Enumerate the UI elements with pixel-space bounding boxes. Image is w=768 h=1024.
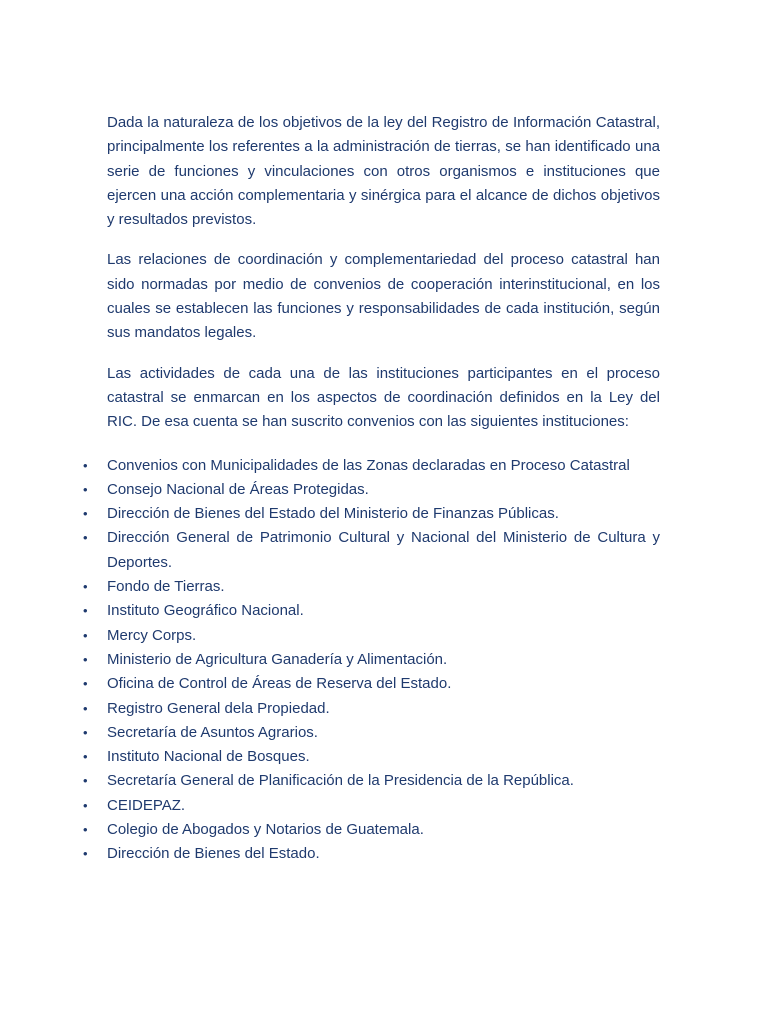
bullet-icon: • (83, 846, 88, 862)
list-item (83, 526, 660, 575)
bullet-icon: • (83, 506, 88, 522)
list-item (83, 502, 660, 526)
list-item-text: Secretaría General de Planificación de la Presidencia de la República. (107, 772, 574, 790)
bullet-icon: • (83, 579, 88, 595)
list-item (83, 575, 660, 599)
list-item (83, 818, 660, 842)
list-item-text: Registro General dela Propiedad. (107, 699, 330, 717)
list-item-text: CEIDEPAZ. (107, 796, 186, 814)
list-item (83, 599, 660, 623)
bullet-icon: • (83, 700, 88, 716)
list-item (83, 842, 660, 866)
bullet-icon: • (83, 724, 88, 740)
bullet-icon: • (83, 773, 88, 789)
list-item (83, 478, 660, 502)
list-item-text: Consejo Nacional de Áreas Protegidas. (107, 480, 369, 498)
list-item-text: Dirección de Bienes del Estado. (107, 845, 320, 863)
list-item-text: Secretaría de Asuntos Agrarios. (107, 723, 318, 741)
list-item (83, 769, 660, 793)
bullet-icon: • (83, 627, 88, 643)
document-page (83, 111, 660, 867)
list-item-text: Oficina de Control de Áreas de Reserva del Estado. (107, 675, 452, 693)
bullet-icon: • (83, 651, 88, 667)
list-item-text: Ministerio de Agricultura Ganadería y Alimentación. (107, 650, 448, 668)
bullet-icon: • (83, 676, 88, 692)
paragraph-coordination: Las relaciones de coordinación y complementariedad del proceso catastral han sido normadas por medio de convenios de cooperación interinstitucional, en los cuales se establecen las funciones y responsabilidades de cada institución, según sus mandatos legales. (107, 251, 660, 342)
list-item (83, 697, 660, 721)
bullet-icon: • (83, 822, 88, 838)
bullet-icon: • (83, 749, 88, 765)
bullet-icon: • (83, 457, 88, 473)
list-item (83, 721, 660, 745)
list-item-text: Dirección General de Patrimonio Cultural y Nacional del Ministerio de Cultura y Deportes. (107, 529, 660, 571)
list-item-text: Fondo de Tierras. (107, 578, 225, 596)
bullet-icon: • (83, 481, 88, 497)
list-item-text: Convenios con Municipalidades de las Zonas declaradas en Proceso Catastral (107, 456, 630, 474)
list-item (83, 672, 660, 696)
list-item (83, 794, 660, 818)
list-item (83, 648, 660, 672)
paragraph-objectives: Dada la naturaleza de los objetivos de la ley del Registro de Información Catastral, principalmente los referentes a la administración de tierras, se han identificado una serie de funciones y vinculaciones con otros organismos e instituciones que ejercen una acción complementaria y sinérgica para el alcance de dichos objetivos y resultados previstos. (107, 114, 660, 229)
list-item-text: Instituto Nacional de Bosques. (107, 748, 310, 766)
institutions-list (83, 454, 660, 867)
paragraph-activities: Las actividades de cada una de las instituciones participantes en el proceso catastral se enmarcan en los aspectos de coordinación definidos en la Ley del RIC. De esa cuenta se han suscrito convenios con las siguientes instituciones: (107, 364, 660, 431)
bullet-icon: • (83, 797, 88, 813)
list-item (83, 745, 660, 769)
list-item (83, 624, 660, 648)
list-item-text: Mercy Corps. (107, 626, 197, 644)
list-item-text: Colegio de Abogados y Notarios de Guatemala. (107, 821, 424, 839)
list-item-text: Instituto Geográfico Nacional. (107, 602, 304, 620)
bullet-icon: • (83, 530, 88, 546)
list-item (83, 454, 660, 478)
list-item-text: Dirección de Bienes del Estado del Ministerio de Finanzas Públicas. (107, 505, 559, 523)
bullet-icon: • (83, 603, 88, 619)
